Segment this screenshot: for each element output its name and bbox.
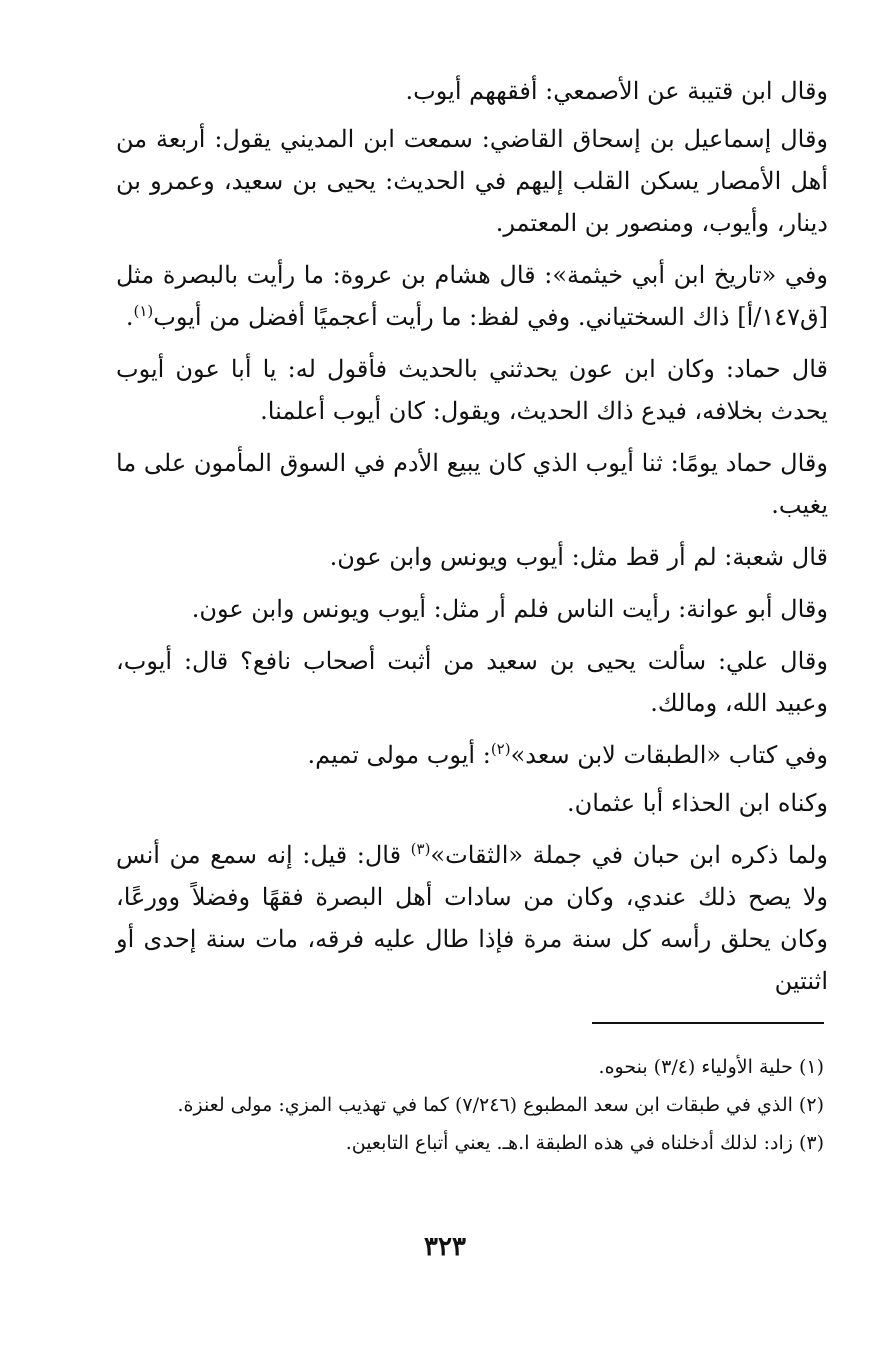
paragraph-text: وقال أبو عوانة: رأيت الناس فلم أر مثل: أيوب ويونس وابن عون. — [191, 595, 828, 623]
paragraph-text: وقال ابن قتيبة عن الأصمعي: أفقههم أيوب. — [405, 77, 828, 105]
footnote-divider — [592, 1022, 824, 1024]
footnote-3: (٣) زاد: لذلك أدخلناه في هذه الطبقة ا.هـ. يعني أتباع التابعين. — [345, 1132, 824, 1154]
main-text — [116, 70, 828, 1012]
paragraph-text: ولما ذكره ابن حبان في جملة «الثقات» — [430, 841, 829, 869]
paragraph-text: قال: قيل: إنه سمع من أنس ولا يصح ذلك عندي، وكان من سادات أهل البصرة فقهًا وفضلاً وورعًا، وكان يحلق رأسه كل سنة مرة فإذا طال عليه فرقه، مات سنة إحدى أو اثنتين — [116, 841, 828, 995]
page-number: ٣٢٣ — [424, 1232, 466, 1262]
footnotes — [116, 1048, 824, 1162]
footnote-1: (١) حلية الأولياء (٣/٤) بنحوه. — [598, 1056, 824, 1078]
paragraph-text: : أيوب مولى تميم. — [307, 741, 491, 769]
paragraph-hammad-ibn-awn — [116, 348, 828, 432]
paragraph-ibn-abi-khaythama — [116, 254, 828, 338]
footnote-reference[interactable]: (٢) — [490, 740, 511, 758]
paragraph-ali — [116, 640, 828, 724]
paragraph-asmai — [116, 70, 828, 112]
paragraph-text: وفي «تاريخ ابن أبي خيثمة»: قال هشام بن عروة: ما رأيت بالبصرة مثل [ق١٤٧/أ] ذاك السختياني. وفي لفظ: ما رأيت أعجميًا أفضل من أيوب — [116, 261, 828, 331]
paragraph-text: وقال علي: سألت يحيى بن سعيد من أثبت أصحاب نافع؟ قال: أيوب، وعبيد الله، ومالك. — [116, 647, 828, 717]
paragraph-ibn-hibban — [116, 834, 828, 1002]
paragraph-text: قال شعبة: لم أر قط مثل: أيوب ويونس وابن عون. — [329, 543, 828, 571]
footnote-reference[interactable]: (١) — [133, 302, 154, 320]
paragraph-hammad-yawman — [116, 442, 828, 526]
paragraph-ismail — [116, 118, 828, 244]
paragraph-abu-awana — [116, 588, 828, 630]
paragraph-shuba — [116, 536, 828, 578]
paragraph-text: وفي كتاب «الطبقات لابن سعد» — [510, 741, 828, 769]
paragraph-text: قال حماد: وكان ابن عون يحدثني بالحديث فأقول له: يا أبا عون أيوب يحدث بخلافه، فيدع ذاك الحديث، ويقول: كان أيوب أعلمنا. — [116, 355, 828, 425]
paragraph-text: . — [125, 303, 134, 331]
paragraph-text: وقال حماد يومًا: ثنا أيوب الذي كان يبيع الأدم في السوق المأمون على ما يغيب. — [116, 449, 828, 519]
footnote-reference[interactable]: (٣) — [410, 840, 431, 858]
paragraph-kunya — [116, 782, 828, 824]
paragraph-tabaqat — [116, 734, 828, 776]
paragraph-text: وقال إسماعيل بن إسحاق القاضي: سمعت ابن المديني يقول: أربعة من أهل الأمصار يسكن القلب إليهم في الحديث: يحيى بن سعيد، وعمرو بن دينار، وأيوب، ومنصور بن المعتمر. — [116, 125, 828, 237]
footnote-2: (٢) الذي في طبقات ابن سعد المطبوع (٧/٢٤٦) كما في تهذيب المزي: مولى لعنزة. — [177, 1094, 824, 1116]
paragraph-text: وكناه ابن الحذاء أبا عثمان. — [567, 789, 828, 817]
